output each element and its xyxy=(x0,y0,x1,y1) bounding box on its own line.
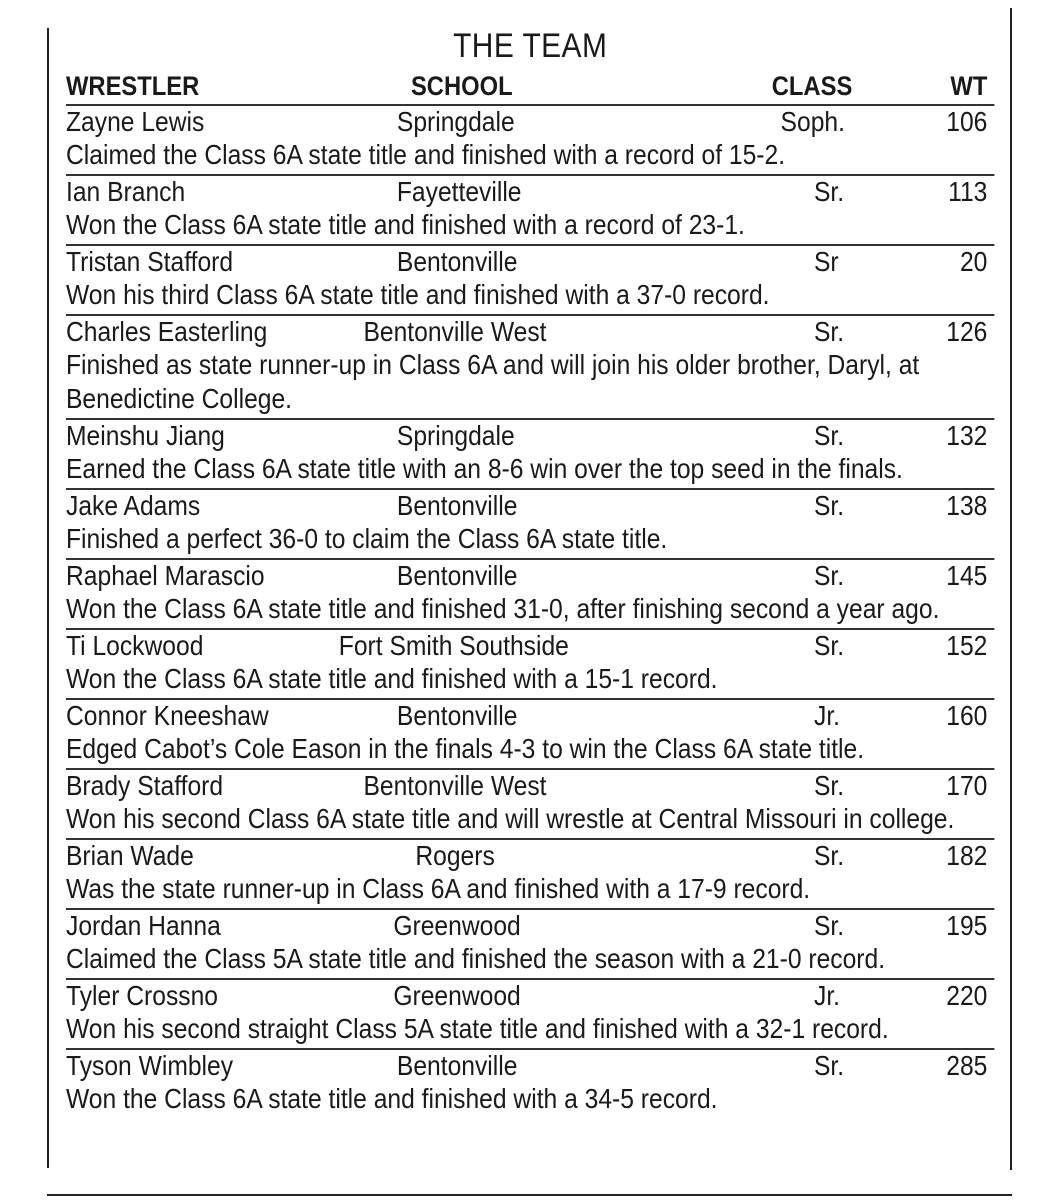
wrestler-school: Bentonville West xyxy=(363,316,547,347)
bottom-rule xyxy=(47,1194,1012,1196)
wrestler-class: Sr. xyxy=(814,770,845,801)
wrestler-class: Jr. xyxy=(814,980,841,1011)
left-rule xyxy=(47,28,49,1168)
wrestler-entry xyxy=(66,630,994,700)
wrestler-school: Springdale xyxy=(396,106,515,137)
wrestler-entry xyxy=(66,770,994,840)
wrestler-entry xyxy=(66,980,994,1050)
wrestler-description: Won the Class 6A state title and finished with a 15-1 record. xyxy=(66,663,718,694)
wrestler-name: Jake Adams xyxy=(66,490,201,521)
wrestler-info-row xyxy=(66,106,994,138)
wrestler-info-row xyxy=(66,490,994,522)
wrestler-name: Raphael Marascio xyxy=(66,560,265,591)
wrestler-school: Fort Smith Southside xyxy=(338,630,569,661)
wrestler-weight: 182 xyxy=(946,840,988,871)
wrestler-info-row xyxy=(66,910,994,942)
page-title: THE TEAM xyxy=(453,27,608,65)
wrestler-class: Sr. xyxy=(814,316,845,347)
wrestler-description: Won his second Class 6A state title and will wrestle at Central Missouri in college. xyxy=(66,803,955,834)
wrestler-name: Tyler Crossno xyxy=(66,980,218,1011)
wrestler-weight: 160 xyxy=(946,700,988,731)
wrestler-weight: 170 xyxy=(946,770,988,801)
wrestler-entry xyxy=(66,176,994,246)
wrestler-info-row xyxy=(66,560,994,592)
wrestler-weight: 106 xyxy=(946,106,988,137)
wrestler-entry xyxy=(66,560,994,630)
wrestler-weight: 220 xyxy=(946,980,988,1011)
wrestler-class: Soph. xyxy=(780,106,845,137)
wrestler-school: Fayetteville xyxy=(396,176,522,207)
wrestler-description: Claimed the Class 5A state title and finished the season with a 21-0 record. xyxy=(66,943,886,974)
wrestler-entry xyxy=(66,106,994,176)
wrestler-entry xyxy=(66,316,994,420)
wrestler-entry xyxy=(66,700,994,770)
wrestler-class: Jr. xyxy=(814,700,841,731)
wrestler-info-row xyxy=(66,770,994,802)
wrestler-name: Meinshu Jiang xyxy=(66,420,225,451)
wrestler-description: Won the Class 6A state title and finished 31-0, after finishing second a year ago. xyxy=(66,593,940,624)
wrestler-info-row xyxy=(66,700,994,732)
wrestler-name: Charles Easterling xyxy=(66,316,268,347)
wrestler-name: Tyson Wimbley xyxy=(66,1050,234,1081)
wrestler-class: Sr. xyxy=(814,840,845,871)
wrestler-description: Claimed the Class 6A state title and finished with a record of 15-2. xyxy=(66,139,786,170)
wrestler-entry xyxy=(66,910,994,980)
wrestler-school: Greenwood xyxy=(393,980,521,1011)
wrestler-class: Sr. xyxy=(814,630,845,661)
wrestler-name: Brian Wade xyxy=(66,840,194,871)
header-wrestler: WRESTLER xyxy=(66,71,200,101)
wrestler-entry xyxy=(66,246,994,316)
wrestler-weight: 195 xyxy=(946,910,988,941)
wrestler-name: Ti Lockwood xyxy=(66,630,204,661)
wrestler-class: Sr xyxy=(814,246,839,277)
wrestler-weight: 20 xyxy=(959,246,988,277)
header-class: CLASS xyxy=(771,71,853,101)
right-rule xyxy=(1010,8,1012,1170)
wrestler-school: Bentonville West xyxy=(363,770,547,801)
wrestler-info-row xyxy=(66,980,994,1012)
wrestler-class: Sr. xyxy=(814,560,845,591)
wrestler-name: Brady Stafford xyxy=(66,770,224,801)
wrestler-school: Greenwood xyxy=(393,910,521,941)
wrestler-description: Won his second straight Class 5A state title and finished with a 32-1 record. xyxy=(66,1013,889,1044)
wrestler-info-row xyxy=(66,176,994,208)
wrestler-description: Won the Class 6A state title and finished with a 34-5 record. xyxy=(66,1083,718,1114)
table-header xyxy=(66,68,994,106)
wrestler-entry xyxy=(66,490,994,560)
wrestler-school: Bentonville xyxy=(396,560,518,591)
wrestler-school: Bentonville xyxy=(396,490,518,521)
wrestler-school: Rogers xyxy=(415,840,495,871)
wrestler-info-row xyxy=(66,316,994,348)
wrestler-name: Tristan Stafford xyxy=(66,246,234,277)
wrestler-class: Sr. xyxy=(814,1050,845,1081)
wrestler-class: Sr. xyxy=(814,490,845,521)
wrestler-list xyxy=(66,106,994,1118)
wrestler-info-row xyxy=(66,246,994,278)
wrestler-school: Bentonville xyxy=(396,1050,518,1081)
wrestler-name: Ian Branch xyxy=(66,176,186,207)
wrestler-class: Sr. xyxy=(814,910,845,941)
wrestler-entry xyxy=(66,1050,994,1118)
wrestler-info-row xyxy=(66,1050,994,1082)
wrestler-name: Connor Kneeshaw xyxy=(66,700,269,731)
wrestler-school: Springdale xyxy=(396,420,515,451)
wrestler-description: Finished as state runner-up in Class 6A and will join his older brother, Daryl, at Benedictine College. xyxy=(66,349,920,414)
wrestler-info-row xyxy=(66,840,994,872)
wrestler-entry xyxy=(66,840,994,910)
wrestler-weight: 285 xyxy=(946,1050,988,1081)
wrestler-weight: 126 xyxy=(946,316,988,347)
wrestler-class: Sr. xyxy=(814,176,845,207)
wrestler-weight: 132 xyxy=(946,420,988,451)
wrestler-info-row xyxy=(66,630,994,662)
wrestler-weight: 138 xyxy=(946,490,988,521)
wrestler-description: Won the Class 6A state title and finished with a record of 23-1. xyxy=(66,209,745,240)
header-school: SCHOOL xyxy=(410,71,513,101)
wrestler-class: Sr. xyxy=(814,420,845,451)
wrestler-description: Earned the Class 6A state title with an 8-6 win over the top seed in the finals. xyxy=(66,453,903,484)
wrestler-entry xyxy=(66,420,994,490)
wrestler-description: Won his third Class 6A state title and finished with a 37-0 record. xyxy=(66,279,770,310)
wrestler-name: Zayne Lewis xyxy=(66,106,205,137)
wrestler-school: Bentonville xyxy=(396,700,518,731)
header-wt: WT xyxy=(950,71,988,101)
wrestler-name: Jordan Hanna xyxy=(66,910,221,941)
wrestler-weight: 113 xyxy=(948,176,988,207)
wrestler-weight: 145 xyxy=(946,560,988,591)
team-table xyxy=(66,24,988,1118)
wrestler-description: Was the state runner-up in Class 6A and finished with a 17-9 record. xyxy=(66,873,811,904)
wrestler-description: Edged Cabot’s Cole Eason in the finals 4-3 to win the Class 6A state title. xyxy=(66,733,865,764)
wrestler-info-row xyxy=(66,420,994,452)
wrestler-weight: 152 xyxy=(946,630,988,661)
wrestler-description: Finished a perfect 36-0 to claim the Class 6A state title. xyxy=(66,523,668,554)
wrestler-school: Bentonville xyxy=(396,246,518,277)
